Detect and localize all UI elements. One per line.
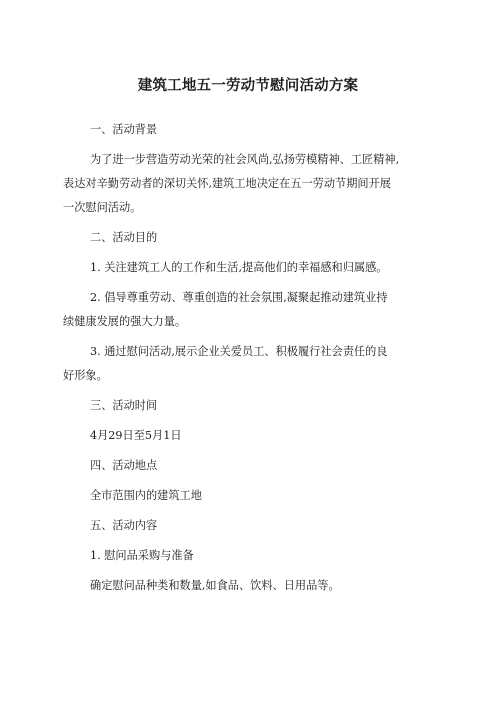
section-heading-content: 五、活动内容 xyxy=(90,519,158,532)
list-item: 1. 关注建筑工人的工作和生活,提高他们的幸福感和归属感。 xyxy=(90,261,388,274)
list-item: 1. 慰问品采购与准备 xyxy=(90,549,194,562)
paragraph-line: 确定慰问品种类和数量,如食品、饮料、日用品等。 xyxy=(90,579,340,592)
document-title: 建筑工地五一劳动节慰问活动方案 xyxy=(137,77,359,94)
time-value: 4月29日至5月1日 xyxy=(90,429,182,442)
list-item: 2. 倡导尊重劳动、尊重创造的社会氛围,凝聚起推动建筑业持 xyxy=(90,291,388,304)
paragraph-line: 为了进一步营造劳动光荣的社会风尚,弘扬劳模精神、工匠精神, xyxy=(90,153,400,166)
document-body xyxy=(63,118,410,598)
list-item: 3. 通过慰问活动,展示企业关爱员工、积极履行社会责任的良 xyxy=(90,345,388,358)
paragraph-line: 表达对辛勤劳动者的深切关怀,建筑工地决定在五一劳动节期间开展 xyxy=(63,177,391,190)
section-heading-background: 一、活动背景 xyxy=(90,123,158,136)
section-heading-time: 三、活动时间 xyxy=(90,399,158,412)
section-heading-place: 四、活动地点 xyxy=(90,459,158,472)
list-item-continuation: 续健康发展的强大力量。 xyxy=(63,315,187,328)
paragraph-line: 一次慰问活动。 xyxy=(63,201,142,214)
list-item-continuation: 好形象。 xyxy=(63,369,108,382)
section-heading-purpose: 二、活动目的 xyxy=(90,231,158,244)
place-value: 全市范围内的建筑工地 xyxy=(90,489,202,502)
